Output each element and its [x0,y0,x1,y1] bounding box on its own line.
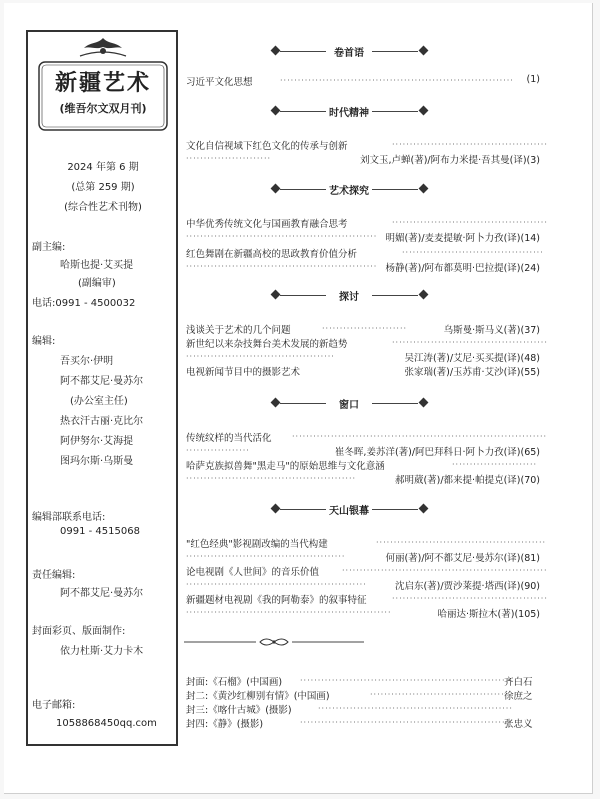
cover-credit-artist: 徐庶之 [504,691,533,702]
cover-credit-artist: 齐白石 [504,677,533,688]
toc-entry-title: 传统纹样的当代活化 [186,433,272,444]
toc-entry-credit: 乌斯曼·斯马义(著)(37) [443,325,540,336]
section-header [264,396,434,410]
toc-entry-title: 哈萨克族拟兽舞"黑走马"的原始思维与文化意涵 [186,461,385,472]
toc-entry-credit: 何丽(著)/阿不都艾尼·曼苏尔(译)(81) [385,553,540,564]
toc-entry-title: 新世纪以来杂技舞台美术发展的新趋势 [186,339,348,350]
responsible-editor-label: 责任编辑: [32,570,76,581]
editor-name: 阿不都艾尼·曼苏尔 [60,376,144,387]
magazine-title: 新疆艺术 [54,70,151,96]
toc-entry-title: 浅谈关于艺术的几个问题 [186,325,291,336]
editor-name: 吾买尔·伊明 [60,356,114,367]
cover-credit-label: 封面:《石榴》(中国画) [186,677,283,688]
toc-entry-credit: 沈启东(著)/贾沙莱提·塔西(译)(90) [394,581,540,592]
section-title: 探讨 [339,292,359,303]
editor-name: 阿伊努尔·艾海提 [60,436,134,447]
section-title: 艺术探究 [329,186,369,197]
toc-entry-title: 论电视剧《人世间》的音乐价值 [186,567,320,578]
toc-entry-credit: 明媚(著)/麦麦提敏·阿卜力孜(译)(14) [385,233,540,244]
divider-ornament-icon [184,636,364,648]
editor-role: (办公室主任) [70,396,128,407]
issue-number: 2024 年第 6 期 [67,162,139,173]
toc-entry-credit: 张家瑞(著)/玉苏甫·艾沙(译)(55) [404,367,540,378]
section-header [264,104,434,118]
cover-design-label: 封面彩页、版面制作: [32,626,126,637]
email-address: 1058868450qq.com [56,718,157,729]
table-of-contents: 卷首语 习近平文化思想 ·································································· (1) 时代精神 文化自信视域下红色文化的传承与创新 ············································ ························ 刘文玉,卢蝉(著)/阿布力米提·吾其曼(译)(3) 艺术探究 中华优秀传统文化与国画教育融合思考 ············································ ······················································ 明媚(著)/麦麦提敏·阿卜力孜(译)(14) 红色舞剧在新疆高校的思政教育价值分析 ········································ ······················································ 杨静(著)/阿布都莫明·巴拉提(译)(24) 探讨 浅谈关于艺术的几个问题 ························ 乌斯曼·斯马义(著)(37) 新世纪以来杂技舞台美术发展的新趋势 ············································ ·········································· 吴江涛(著)/艾尼·买买提(译)(48) 电视新闻节目中的摄影艺术 张家瑞(著)/玉苏甫·艾沙(译)(55) 窗口 传统纹样的当代活化 ········································································ ·················· 崔冬晖,姜苏洋(著)/阿巴拜科日·阿卜力孜(译)(65) 哈萨克族拟兽舞"黑走马"的原始思维与文化意涵 ························ ················································ 郝明葳(著)/都来提·帕提克(译)(70) 天山银幕 "红色经典"影视剧改编的当代构建 ················································ ············································· 何丽(著)/阿不都艾尼·曼苏尔(译)(81) 论电视剧《人世间》的音乐价值 ·························································· ··················································· 沈启东(著)/贾沙莱提·塔西(译)(90) 新疆题材电视剧《我的阿勒泰》的叙事特征 ············································ ·························································· 哈丽达·斯拉木(著)(105) [180,30,540,750]
section-header [264,44,434,58]
toc-entry-credit: 郝明葳(著)/都来提·帕提克(译)(70) [394,475,540,486]
office-phone: 电话:0991 - 4500032 [32,298,136,309]
toc-entry-title: 习近平文化思想 [186,77,253,88]
responsible-editor-name: 阿不都艾尼·曼苏尔 [60,588,144,599]
toc-entry-title: 文化自信视域下红色文化的传承与创新 [186,141,348,152]
contact-phone: 0991 - 4515068 [60,526,140,537]
cover-credit-artist: 张忠义 [504,719,533,730]
cover-credit-label: 封四:《静》(摄影) [186,719,264,730]
toc-entry-title: 中华优秀传统文化与国画教育融合思考 [186,219,348,230]
section-title: 天山银幕 [329,506,369,517]
editor-name: 图玛尔斯·乌斯曼 [60,456,134,467]
toc-entry-credit: 崔冬晖,姜苏洋(著)/阿巴拜科日·阿卜力孜(译)(65) [334,447,540,458]
toc-entry-credit: 杨静(著)/阿布都莫明·巴拉提(译)(24) [385,263,540,274]
crest-ornament-icon [78,36,128,58]
cover-credit-label: 封三:《喀什古城》(摄影) [186,705,292,716]
section-header [264,182,434,196]
section-header [264,288,434,302]
masthead-panel [26,30,178,746]
deputy-editor-label: 副主编: [32,242,66,253]
section-title: 时代精神 [329,108,369,119]
toc-entry-credit: 刘文玉,卢蝉(著)/阿布力米提·吾其曼(译)(3) [359,155,540,166]
section-title: 卷首语 [334,48,364,59]
editors-label: 编辑: [32,336,56,347]
magazine-subtitle: (维吾尔文双月刊) [59,102,147,115]
toc-entry-title: 红色舞剧在新疆高校的思政教育价值分析 [186,249,358,260]
toc-entry-credit: 哈丽达·斯拉木(著)(105) [437,609,540,620]
contact-label: 编辑部联系电话: [32,512,106,523]
toc-entry-title: 新疆题材电视剧《我的阿勒泰》的叙事特征 [186,595,367,606]
cover-design-name: 依力杜斯·艾力卡木 [60,646,144,657]
toc-page-number: (1) [526,74,540,85]
email-label: 电子邮箱: [32,700,76,711]
toc-entry-title: 电视新闻节目中的摄影艺术 [186,367,301,378]
section-title: 窗口 [339,400,359,411]
publication-type: (综合性艺术刊物) [64,202,142,213]
section-header [264,502,434,516]
total-issue: (总第 259 期) [71,182,135,193]
deputy-editor-name: 哈斯也提·艾买提 [60,260,134,271]
deputy-editor-role: (副编审) [78,278,116,289]
toc-entry-credit: 吴江涛(著)/艾尼·买买提(译)(48) [404,353,540,364]
editor-name: 热衣汗古丽·克比尔 [60,416,144,427]
cover-credit-label: 封二:《黄沙红柳别有情》(中国画) [186,691,330,702]
toc-entry-title: "红色经典"影视剧改编的当代构建 [186,539,328,550]
